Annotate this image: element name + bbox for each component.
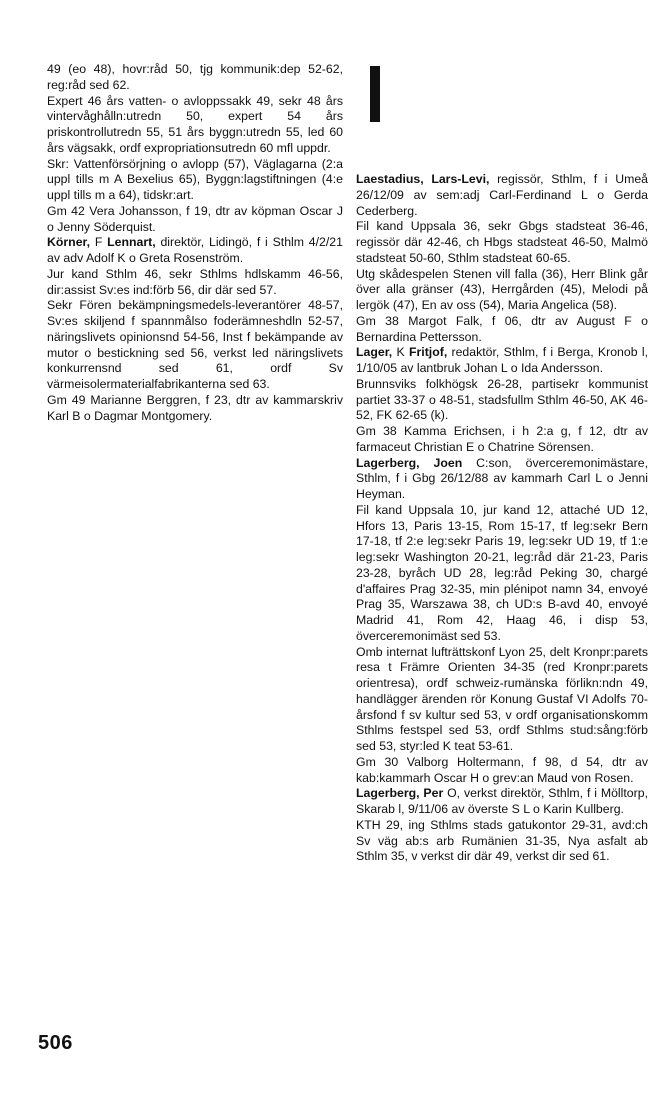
left-column	[47, 62, 343, 424]
entry-initial: K	[392, 345, 409, 360]
entry-surname: Körner,	[47, 235, 91, 250]
entry-given-name: Fritjof,	[408, 345, 448, 360]
biography-paragraph: 49 (eo 48), hovr:råd 50, tjg kommunik:dep 52-62, reg:råd sed 62.	[47, 62, 343, 92]
entry-details: direktör, Lidingö, f i Sthlm 4/2/21 av adv Adolf K o Greta Rosenström.	[47, 235, 343, 265]
entry-surname: Laestadius, Lars-Levi,	[356, 172, 490, 186]
biography-paragraph: Jur kand Sthlm 46, sekr Sthlms hdlskamm 46-56, dir:assist Sv:es ind:förb 56, dir där sed 57.	[47, 266, 343, 297]
entry-details: O, verkst direktör, Sthlm, f i Mölltorp, Skarab l, 9/11/06 av överste S L o Karin Kullberg.	[356, 786, 648, 816]
biography-paragraph: Gm 30 Valborg Holtermann, f 98, d 54, dtr av kab:kammarh Oscar H o grev:an Maud von Rosen.	[356, 754, 648, 785]
entry-details: C:son, överceremonimästare, Sthlm, f i Gbg 26/12/88 av kammarh Carl L o Jenni Heyman.	[356, 455, 648, 501]
biography-paragraph: Fil kand Uppsala 36, sekr Gbgs stadsteat 36-46, regissör där 42-46, ch Hbgs stadsteat 46-50, Malmö stadsteat 50-60, Sthlm stadsteat 60-65.	[356, 219, 648, 265]
biography-entry-head	[356, 172, 648, 219]
entry-surname: Lagerberg, Per	[356, 786, 444, 801]
entry-initial: F	[90, 235, 108, 250]
section-letter-bar	[370, 66, 380, 122]
biography-paragraph: Skr: Vattenförsörjning o avlopp (57), Väglagarna (2:a uppl tills m A Bexelius 65), Byggn:lagstiftningen (4:e uppl tills m a 64), tidskr:art.	[47, 156, 343, 202]
entry-surname: Lager,	[356, 345, 393, 360]
right-column	[356, 172, 648, 865]
biography-paragraph: Gm 42 Vera Johansson, f 19, dtr av köpman Oscar J o Jenny Söderquist.	[47, 203, 343, 234]
biography-entry-head	[356, 456, 648, 503]
biography-paragraph: Sekr Fören bekämpningsmedels-leverantörer 48-57, Sv:es skiljend f spannmålso foderämneshdln 52-57, näringslivets opinionsnd 54-56, Inst f bekämpande av mutor o bestickning sed 56, verkst led näringslivets konkurrensnd sed 61, ordf Sv värmeisolermaterialfabrikanterna sed 63.	[47, 298, 343, 391]
biography-paragraph: Expert 46 års vatten- o avloppssakk 49, sekr 48 års vintervåghålln:utredn 50, expert 54 års priskontrollutredn 55, 51 års byggn:utredn 55, led 60 års vägsakk, ordf expropriationsutredn 60 mfl uppdr.	[47, 93, 343, 155]
biography-paragraph: Gm 49 Marianne Berggren, f 23, dtr av kammarskriv Karl B o Dagmar Montgomery.	[47, 392, 343, 423]
entry-details: redaktör, Sthlm, f i Berga, Kronob l, 1/10/05 av lantbruk Johan L o Ida Andersson.	[356, 345, 648, 375]
biography-paragraph: KTH 29, ing Sthlms stads gatukontor 29-31, avd:ch Sv väg ab:s arb Rumänien 31-35, Nya asfalt ab Sthlm 35, v verkst dir där 49, verkst dir sed 61.	[356, 817, 648, 864]
biography-paragraph: Brunnsviks folkhögsk 26-28, partisekr kommunist partiet 33-37 o 48-51, stadsfullm Sthlm 46-50, AK 46-52, FK 62-65 (k).	[356, 376, 648, 423]
biography-paragraph: Fil kand Uppsala 10, jur kand 12, attaché UD 12, Hfors 13, Paris 13-15, Rom 15-17, tf leg:sekr Bern 17-18, tf 2:e leg:sekr Paris 19, leg:sekr UD 19, tf 1:e leg:sekr Washington 20-21, leg:råd där 21-23, Paris 23-28, byråch UD 28, leg:råd Peking 30, chargé d'affaires Prag 32-35, min plénipot namn 34, envoyé Prag 35, Warszawa 38, ch UD:s B-avd 40, envoyé Madrid 41, Rom 42, Haag 46, i disp 53, överceremonimäst sed 53.	[356, 502, 648, 643]
biography-entry-head	[47, 235, 343, 267]
entry-details: regissör, Sthlm, f i Umeå 26/12/09 av sem:adj Carl-Ferdinand L o Gerda Cederberg.	[356, 172, 649, 218]
biography-paragraph: Gm 38 Kamma Erichsen, i h 2:a g, f 12, dtr av farmaceut Christian E o Chatrine Sörensen.	[356, 424, 648, 454]
entry-given-name: Lennart,	[107, 235, 156, 250]
entry-surname: Lagerberg, Joen	[356, 455, 463, 470]
biography-paragraph: Utg skådespelen Stenen vill falla (36), Herr Blink går över alla gränser (43), Herrgården (45), Melodi på lergök (47), En av oss (54), Maria Angelica (58).	[356, 266, 648, 312]
biography-paragraph: Omb internat lufträttskonf Lyon 25, delt Kronpr:parets resa t Främre Orienten 34-35 (red Kronpr:parets orientresa), ordf schweiz-rumänska förlikn:ndn 49, handlägger ärenden rör Konung Gustaf VI Adolfs 70-årsfond f sv kultur sed 53, v ordf organisationskomm Sthlms festspel sed 53, ordf Sthlms stud:sång:förb sed 53, styr:led K teat 53-61.	[356, 644, 648, 753]
biography-entry-head	[356, 345, 648, 377]
page-number: 506	[38, 1032, 73, 1054]
biography-entry-head	[356, 786, 648, 818]
biography-paragraph: Gm 38 Margot Falk, f 06, dtr av August F o Bernardina Pettersson.	[356, 313, 648, 344]
